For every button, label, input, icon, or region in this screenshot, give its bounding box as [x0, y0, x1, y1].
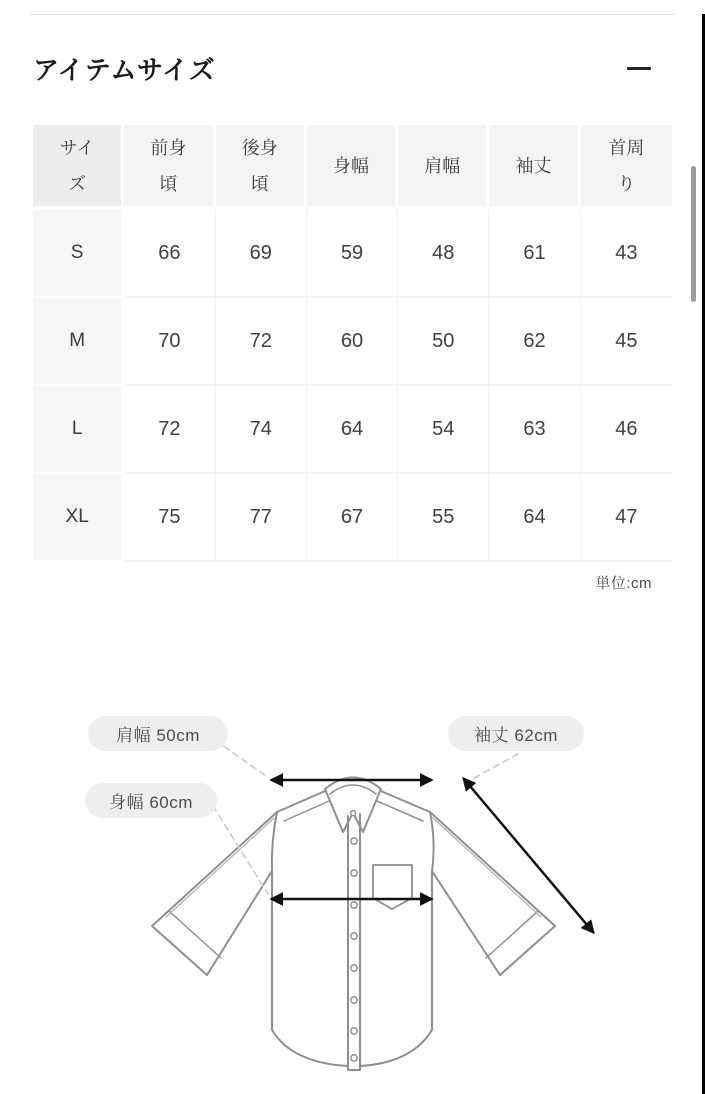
measurement-value: 48: [398, 210, 489, 298]
measurement-value: 55: [398, 474, 489, 562]
measurement-value: 45: [581, 298, 672, 386]
measurement-value: 59: [307, 210, 398, 298]
sleeve-length-label: 袖丈 62cm: [448, 716, 584, 751]
size-label: S: [33, 210, 124, 298]
unit-note: 単位:cm: [595, 575, 652, 592]
sleeve-leader-line: [467, 754, 518, 782]
measurement-value: 50: [398, 298, 489, 386]
body-width-leader-line: [213, 806, 268, 894]
size-row-M: [33, 298, 672, 386]
measurement-value: 67: [307, 474, 398, 562]
measurement-value: 69: [216, 210, 307, 298]
measurement-value: 64: [489, 474, 580, 562]
size-table-header-row: [33, 125, 672, 210]
size-label: M: [33, 298, 124, 386]
measurement-value: 63: [489, 386, 580, 474]
leader-lines: [213, 740, 518, 894]
minus-icon: [627, 67, 651, 70]
shirt-measurement-diagram: [0, 704, 705, 1094]
size-row-L: [33, 386, 672, 474]
measurement-value: 61: [489, 210, 580, 298]
column-header-3: 身幅: [307, 125, 398, 210]
measurement-value: 43: [581, 210, 672, 298]
column-header-5: 袖丈: [489, 125, 580, 210]
measurement-value: 72: [124, 386, 215, 474]
item-size-section: [0, 14, 705, 1094]
column-header-2: 後身頃: [216, 125, 307, 210]
column-header-4: 肩幅: [398, 125, 489, 210]
shirt-illustration: [152, 778, 555, 1071]
measurement-value: 60: [307, 298, 398, 386]
size-table-head: [33, 125, 672, 210]
shoulder-width-label: 肩幅 50cm: [88, 716, 228, 751]
size-row-S: [33, 210, 672, 298]
measurement-value: 46: [581, 386, 672, 474]
column-header-0: サイズ: [33, 125, 124, 210]
collapse-section-button[interactable]: [626, 55, 652, 81]
measurement-value: 74: [216, 386, 307, 474]
column-header-6: 首周り: [581, 125, 672, 210]
measurement-value: 70: [124, 298, 215, 386]
measurement-value: 64: [307, 386, 398, 474]
measurement-value: 54: [398, 386, 489, 474]
shirt-diagram-svg: [0, 704, 705, 1094]
size-label: L: [33, 386, 124, 474]
measurement-value: 75: [124, 474, 215, 562]
top-divider: [30, 14, 675, 15]
section-header: [33, 45, 652, 91]
size-row-XL: [33, 474, 672, 562]
scrollbar-thumb[interactable]: [691, 166, 696, 302]
sleeve-length-arrow: [464, 779, 593, 932]
size-table-body: [33, 210, 672, 562]
size-table: [33, 125, 672, 562]
measurement-value: 72: [216, 298, 307, 386]
measurement-value: 66: [124, 210, 215, 298]
column-header-1: 前身頃: [124, 125, 215, 210]
measurement-value: 77: [216, 474, 307, 562]
measurement-value: 62: [489, 298, 580, 386]
measurement-value: 47: [581, 474, 672, 562]
body-width-label: 身幅 60cm: [85, 783, 217, 818]
page-title: アイテムサイズ: [33, 54, 216, 85]
size-label: XL: [33, 474, 124, 562]
